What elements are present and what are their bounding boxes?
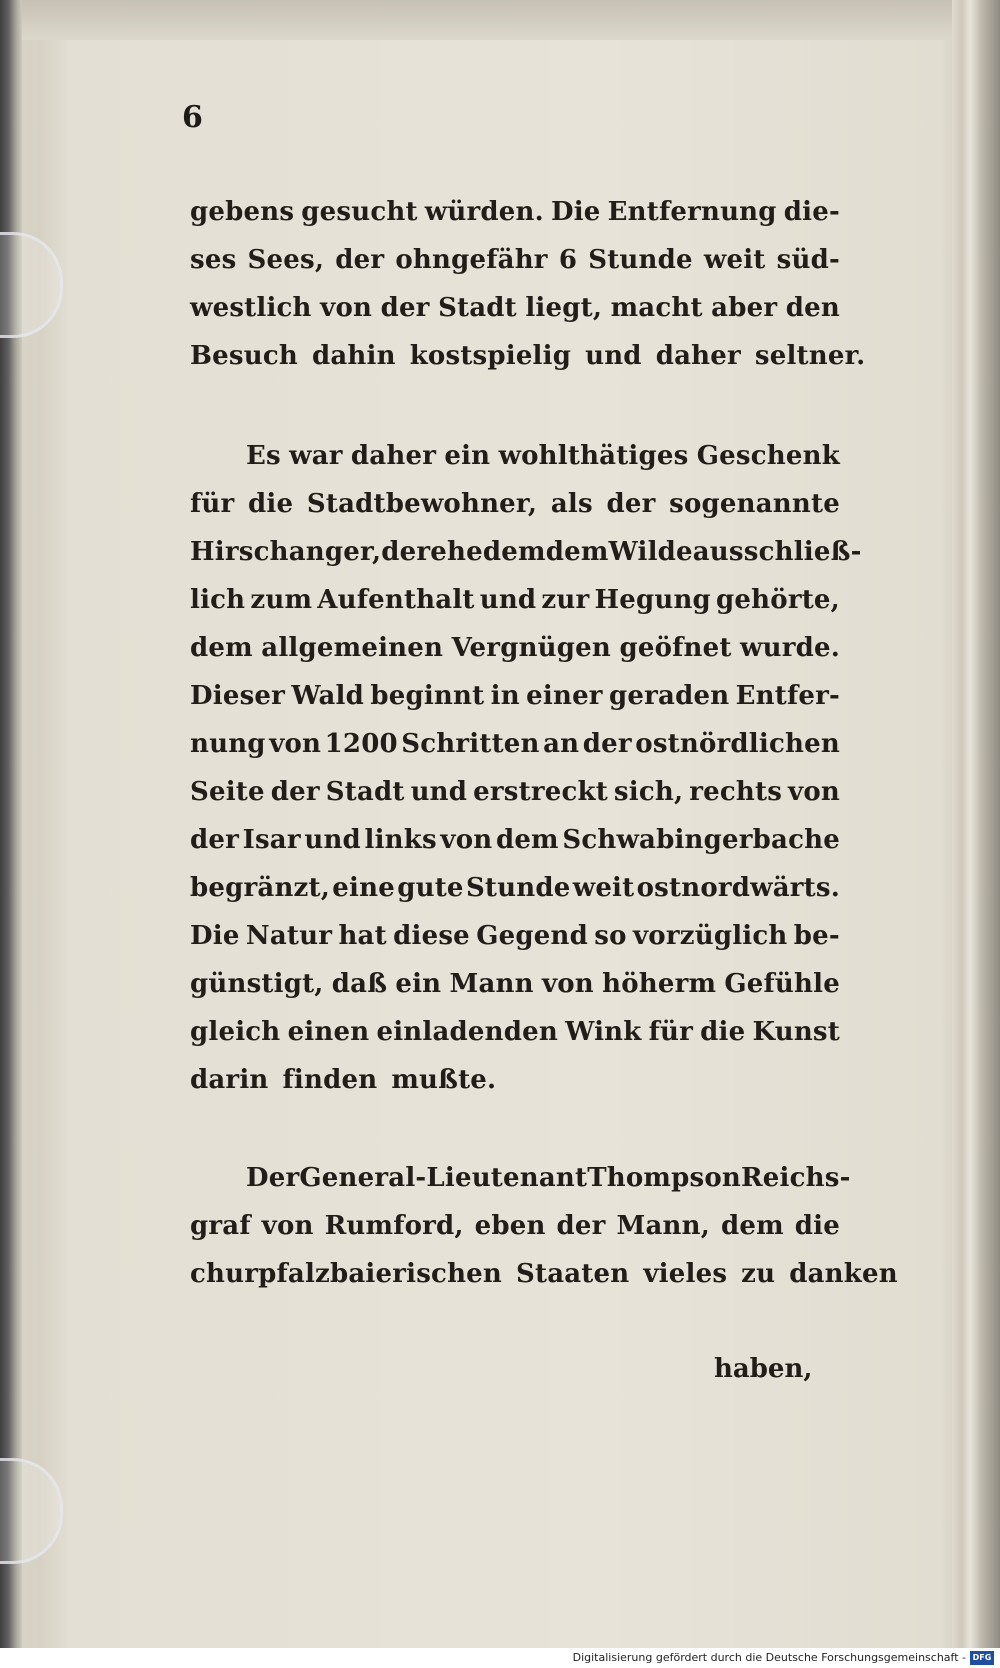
word: Es [246, 441, 281, 471]
word: Gefühle [724, 969, 840, 999]
word: der [335, 245, 385, 275]
word: an [543, 729, 580, 759]
word: allgemeinen [261, 633, 444, 663]
word: der [606, 489, 656, 519]
word: einen [287, 1017, 370, 1047]
word: einer [526, 681, 603, 711]
word: eine [332, 873, 395, 903]
word: Hegung [594, 585, 711, 615]
word: die [700, 1017, 746, 1047]
dfg-logo: DFG [970, 1651, 994, 1665]
word: höherm [602, 969, 717, 999]
text-line [190, 332, 866, 380]
text-line [190, 1008, 840, 1056]
word: Natur [245, 921, 333, 951]
word: weit [572, 873, 635, 903]
word: in [490, 681, 520, 711]
page-top-edge [20, 0, 970, 40]
word: danken [789, 1259, 898, 1289]
word: mußte. [391, 1065, 497, 1095]
word: geöfnet [619, 633, 732, 663]
word: ein [444, 441, 491, 471]
credit-text: Digitalisierung gefördert durch die Deutsche Forschungsgemeinschaft - [572, 1651, 966, 1664]
word: von [440, 825, 493, 855]
text-line [190, 236, 840, 284]
word: rechts [689, 777, 783, 807]
word: Staaten [516, 1259, 630, 1289]
word: macht [610, 293, 703, 323]
word: und [410, 777, 468, 807]
word: Aufenthalt [317, 585, 475, 615]
word: die [794, 1211, 840, 1241]
word: dem [720, 1211, 784, 1241]
word: ostnordwärts. [636, 873, 840, 903]
word: wurde. [740, 633, 840, 663]
word: Dieser [190, 681, 286, 711]
word: General-Lieutenant [299, 1163, 588, 1193]
catchword: haben, [714, 1354, 813, 1384]
word: von [320, 293, 373, 323]
word: war [289, 441, 343, 471]
word: für [190, 489, 235, 519]
word: den [785, 293, 840, 323]
word: nung [190, 729, 266, 759]
word: sogenannte [669, 489, 840, 519]
word: Geschenk [696, 441, 840, 471]
word: Stunde [588, 245, 693, 275]
word: diese [393, 921, 470, 951]
word: die- [783, 197, 840, 227]
word: daher [655, 341, 741, 371]
word: finden [282, 1065, 378, 1095]
word: für [648, 1017, 693, 1047]
word: Stunde [465, 873, 571, 903]
word: die [248, 489, 294, 519]
word: aber [711, 293, 778, 323]
page-number: 6 [182, 100, 203, 135]
word: von [541, 969, 594, 999]
word: dem [495, 825, 559, 855]
word: ein [395, 969, 442, 999]
word: und [479, 585, 537, 615]
word: seltner. [754, 341, 866, 371]
word: Die [550, 197, 601, 227]
word: Wald [291, 681, 365, 711]
word: sich, [613, 777, 684, 807]
word: ehedem [430, 537, 546, 567]
page-fore-edge [952, 0, 1000, 1648]
word: zu [741, 1259, 776, 1289]
word: gesucht [301, 197, 418, 227]
word: von [261, 1211, 314, 1241]
paragraph-3 [190, 1154, 898, 1298]
word: wohlthätiges [498, 441, 689, 471]
word: begränzt, [190, 873, 330, 903]
text-line [190, 188, 840, 236]
word: Schritten [401, 729, 540, 759]
word: Wilde [608, 537, 693, 567]
word: süd- [776, 245, 840, 275]
word: als [550, 489, 593, 519]
word: Hirschanger, [190, 537, 382, 567]
text-line [190, 1202, 840, 1250]
word: geraden [609, 681, 730, 711]
word: dem [545, 537, 609, 567]
word: von [788, 777, 840, 807]
word: liegt, [525, 293, 603, 323]
word: Stadt [438, 293, 517, 323]
word: weit [703, 245, 766, 275]
word: Entfernung [607, 197, 777, 227]
text-line [190, 816, 840, 864]
word: daß [331, 969, 388, 999]
word: ses [190, 245, 237, 275]
word: Thompson [587, 1163, 741, 1193]
word: eben [474, 1211, 546, 1241]
text-line [190, 1056, 840, 1104]
text-line [190, 768, 840, 816]
text-line [190, 864, 840, 912]
word: 1200 [324, 729, 398, 759]
word: der [582, 729, 632, 759]
word: Kunst [752, 1017, 840, 1047]
word: Der [246, 1163, 300, 1193]
word: Vergnügen [451, 633, 612, 663]
text-line [190, 672, 840, 720]
word: Sees, [247, 245, 325, 275]
word: kostspielig [409, 341, 572, 371]
text-line [190, 432, 840, 480]
word: westlich [190, 293, 312, 323]
word: ohngefähr [395, 245, 548, 275]
word: der [380, 293, 430, 323]
word: der [381, 537, 431, 567]
word: erstreckt [473, 777, 608, 807]
word: darin [190, 1065, 269, 1095]
word: beginnt [370, 681, 485, 711]
word: Entfer- [735, 681, 840, 711]
word: gute [397, 873, 464, 903]
word: zur [541, 585, 590, 615]
word: gebens [190, 197, 295, 227]
word: ausschließ- [692, 537, 862, 567]
text-line [190, 720, 840, 768]
word: graf [190, 1211, 251, 1241]
word: lich [190, 585, 246, 615]
word: Seite [190, 777, 265, 807]
word: Wink [565, 1017, 642, 1047]
digitization-credit [0, 1648, 1000, 1668]
word: Schwabingerbache [562, 825, 840, 855]
text-line [190, 960, 840, 1008]
word: zum [250, 585, 313, 615]
word: daher [350, 441, 437, 471]
word: be- [793, 921, 840, 951]
word: einladenden [376, 1017, 558, 1047]
word: der [190, 825, 240, 855]
text-line [190, 1250, 898, 1298]
word: Besuch [190, 341, 298, 371]
word: ostnördlichen [635, 729, 840, 759]
word: so [594, 921, 627, 951]
word: und [585, 341, 642, 371]
word: Reichs- [741, 1163, 851, 1193]
word: Die [190, 921, 240, 951]
text-line [190, 912, 840, 960]
text-line [190, 528, 862, 576]
text-line [190, 284, 840, 332]
text-line [190, 1154, 851, 1202]
word: churpfalzbaierischen [190, 1259, 503, 1289]
word: gleich [190, 1017, 281, 1047]
word: Stadt [325, 777, 405, 807]
word: der [270, 777, 320, 807]
word: vorzüglich [633, 921, 788, 951]
word: hat [338, 921, 387, 951]
word: dahin [312, 341, 396, 371]
word: dem [190, 633, 253, 663]
word: gehörte, [716, 585, 840, 615]
paragraph-1 [190, 188, 866, 380]
word: Rumford, [324, 1211, 464, 1241]
word: Mann [449, 969, 534, 999]
word: der [556, 1211, 606, 1241]
word: günstigt, [190, 969, 324, 999]
word: 6 [558, 245, 578, 275]
text-line [190, 576, 840, 624]
text-line [190, 480, 840, 528]
text-line [190, 624, 840, 672]
word: vieles [643, 1259, 728, 1289]
word: links [364, 825, 437, 855]
word: würden. [424, 197, 544, 227]
word: und [304, 825, 361, 855]
word: Stadtbewohner, [306, 489, 538, 519]
word: von [269, 729, 322, 759]
word: Mann, [616, 1211, 711, 1241]
word: Gegend [476, 921, 588, 951]
paragraph-2 [190, 432, 862, 1104]
word: Isar [242, 825, 301, 855]
